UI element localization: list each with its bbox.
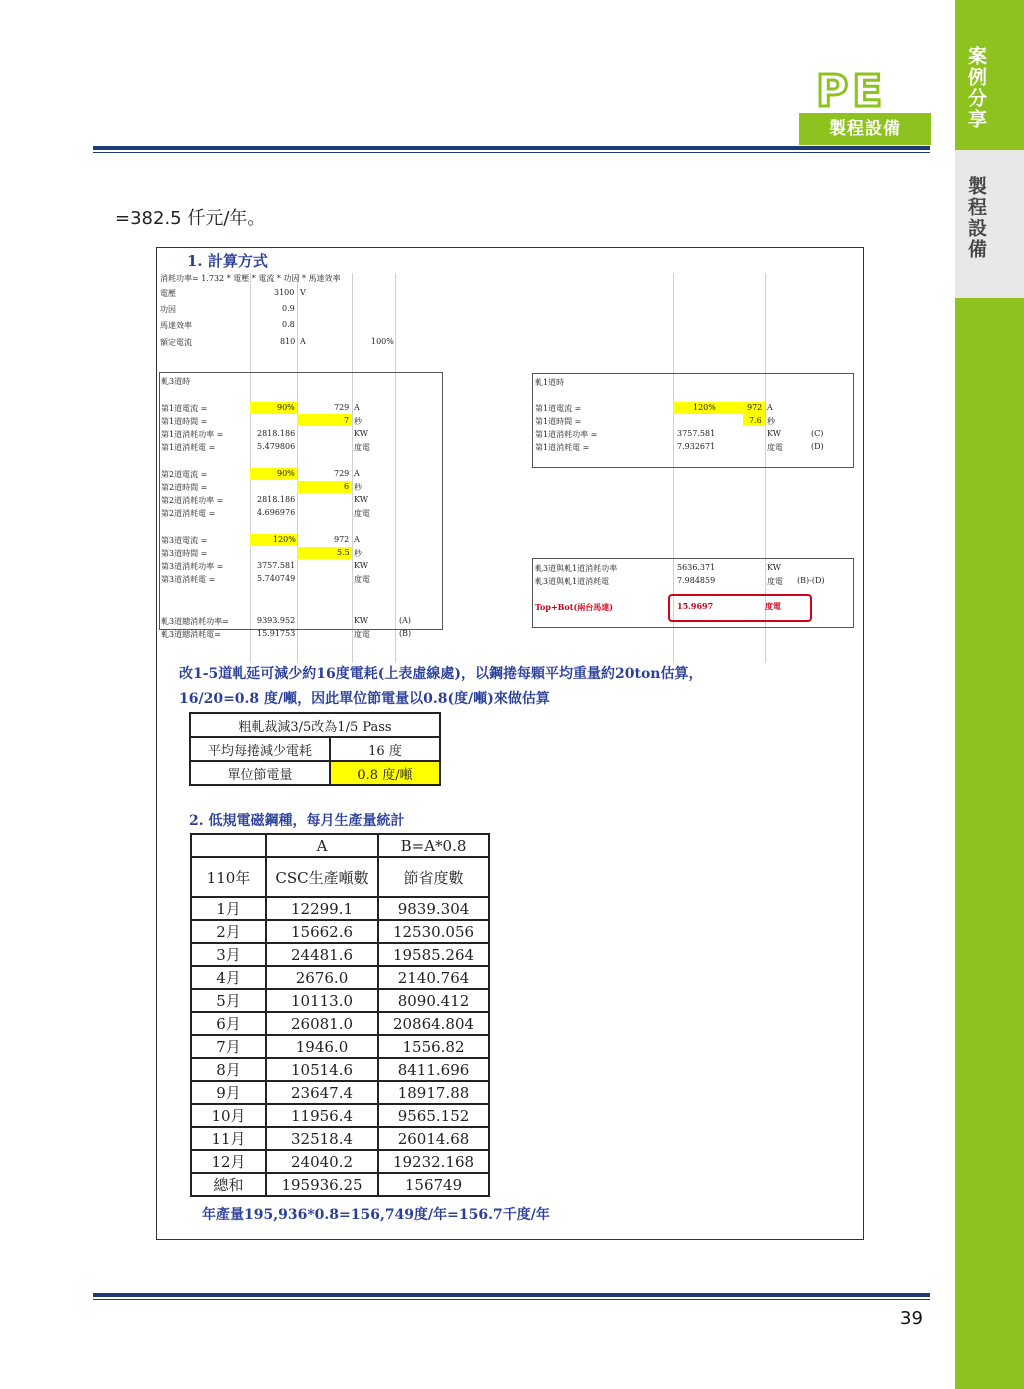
right-row-label: 第1道消耗電 = xyxy=(535,443,590,452)
pe-logo-text: PE xyxy=(816,66,887,112)
param-label: 額定電流 xyxy=(160,338,192,347)
table-row xyxy=(191,1150,489,1173)
left-row-unit: KW xyxy=(354,429,368,438)
table-cell: 8月 xyxy=(191,1058,266,1081)
left-row-label: 第1道消耗電 = xyxy=(161,443,216,452)
header-rule-thick xyxy=(93,146,930,150)
table-row xyxy=(191,989,489,1012)
pe-logo xyxy=(812,66,922,112)
diff-row-label: 軋3道與軋1道消耗電 xyxy=(535,577,610,586)
left-row-unit: 度電 xyxy=(354,443,370,452)
right-row-value: 7.932671 xyxy=(677,442,716,451)
table-cell: B=A*0.8 xyxy=(378,834,489,857)
left-row-unit: KW xyxy=(354,495,368,504)
table-cell: 110年 xyxy=(191,857,266,897)
left-row-value: 90% xyxy=(277,403,295,412)
worksheet-image xyxy=(156,247,864,1240)
left-row-label: 第2道時間 = xyxy=(161,483,208,492)
left-total-tag: (B) xyxy=(399,629,412,638)
table-cell: 24481.6 xyxy=(266,943,378,966)
left-row-value: 5.479806 xyxy=(257,442,296,451)
table-cell: 9月 xyxy=(191,1081,266,1104)
table-row xyxy=(191,1035,489,1058)
left-row-label: 第3道電流 = xyxy=(161,536,208,545)
left-row-unit: A xyxy=(354,403,360,412)
left-row-value: 5.740749 xyxy=(257,574,296,583)
diff-row-value: 5636.371 xyxy=(677,563,716,572)
right-row-label: 第1道消耗功率 = xyxy=(535,430,598,439)
left-row-value: 729 xyxy=(334,469,350,478)
left-row-unit: 度電 xyxy=(354,509,370,518)
left-total-tag: (A) xyxy=(399,616,412,625)
left-row-label: 第1道電流 = xyxy=(161,404,208,413)
table-cell: 23647.4 xyxy=(266,1081,378,1104)
left-total-label: 軋3道總消耗功率= xyxy=(161,617,229,626)
table-cell: 10月 xyxy=(191,1104,266,1127)
table-row xyxy=(191,1173,489,1196)
right-row-label: 第1道時間 = xyxy=(535,417,582,426)
table-cell: 7月 xyxy=(191,1035,266,1058)
left-row-label: 第2道消耗功率 = xyxy=(161,496,224,505)
note-line-2: 16/20=0.8 度/噸，因此單位節電量以0.8(度/噸)來做估算 xyxy=(179,691,550,707)
topbot-value: 15.9697 xyxy=(677,601,714,611)
left-row-label: 第2道電流 = xyxy=(161,470,208,479)
table-row xyxy=(191,1104,489,1127)
param-label: 電壓 xyxy=(160,289,176,298)
left-row-value: 972 xyxy=(334,535,350,544)
table-cell: 單位節電量 xyxy=(190,761,330,785)
table-row xyxy=(191,1081,489,1104)
left-row-value: 4.696976 xyxy=(257,508,296,517)
left-total-label: 軋3道總消耗電= xyxy=(161,630,221,639)
production-table xyxy=(190,833,490,1197)
param-value: 3100 xyxy=(274,288,295,297)
table-row xyxy=(190,737,440,761)
diff-row-value: 7.984859 xyxy=(677,576,716,585)
savings-summary-table xyxy=(189,712,441,786)
diff-row-label: 軋3道與軋1道消耗功率 xyxy=(535,564,618,573)
side-tab-label-equipment: 製程設備 xyxy=(965,176,987,260)
table-cell: 9565.152 xyxy=(378,1104,489,1127)
note-line-1: 改1-5道軋延可減少約16度電耗(上表虛線處)，以鋼捲每顆平均重量約20ton估算， xyxy=(179,666,703,682)
left-row-value: 120% xyxy=(273,535,296,544)
right-row-value: 120% xyxy=(693,403,716,412)
right-row-unit: A xyxy=(767,403,773,412)
diff-row-tag: (B)-(D) xyxy=(797,576,825,585)
left-row-unit: A xyxy=(354,469,360,478)
right-block-title: 軋1道時 xyxy=(535,378,565,387)
left-row-unit: A xyxy=(354,535,360,544)
table-cell: 2月 xyxy=(191,920,266,943)
table-cell: 10514.6 xyxy=(266,1058,378,1081)
table-cell: 8090.412 xyxy=(378,989,489,1012)
left-row-value: 5.5 xyxy=(337,548,350,557)
table-cell: 18917.88 xyxy=(378,1081,489,1104)
table-row xyxy=(191,966,489,989)
table-cell: 1946.0 xyxy=(266,1035,378,1058)
table-cell: 12299.1 xyxy=(266,897,378,920)
table-cell: 24040.2 xyxy=(266,1150,378,1173)
table-cell: 15662.6 xyxy=(266,920,378,943)
table-row xyxy=(191,1058,489,1081)
right-row-value: 972 xyxy=(747,403,763,412)
table-cell xyxy=(191,834,266,857)
table-cell: 32518.4 xyxy=(266,1127,378,1150)
right-row-tag: (C) xyxy=(811,429,824,438)
left-row-value: 729 xyxy=(334,403,350,412)
right-row-unit: KW xyxy=(767,429,781,438)
table-row xyxy=(191,943,489,966)
table-cell: 0.8 度/噸 xyxy=(330,761,440,785)
table-cell: 156749 xyxy=(378,1173,489,1196)
left-row-label: 第2道消耗電 = xyxy=(161,509,216,518)
param-extra: 100% xyxy=(371,337,394,346)
table-cell: 平均每捲減少電耗 xyxy=(190,737,330,761)
left-row-label: 第3道時間 = xyxy=(161,549,208,558)
right-row-unit: 度電 xyxy=(767,443,783,452)
footer-note: 年產量195,936*0.8=156,749度/年=156.7千度/年 xyxy=(202,1207,550,1223)
table-cell: A xyxy=(266,834,378,857)
left-row-unit: 秒 xyxy=(354,549,362,558)
table-cell: 2676.0 xyxy=(266,966,378,989)
left-row-unit: 秒 xyxy=(354,417,362,426)
left-row-value: 2818.186 xyxy=(257,429,296,438)
left-row-unit: KW xyxy=(354,561,368,570)
table-cell: 195936.25 xyxy=(266,1173,378,1196)
param-label: 馬達效率 xyxy=(160,321,192,330)
section2-title: 2. 低規電磁鋼種，每月生產量統計 xyxy=(189,813,405,829)
param-value: 0.9 xyxy=(282,304,295,313)
table-cell: 16 度 xyxy=(330,737,440,761)
left-total-unit: 度電 xyxy=(354,630,370,639)
table-row xyxy=(190,761,440,785)
table-row xyxy=(191,1127,489,1150)
topbot-unit: 度電 xyxy=(765,601,781,611)
left-total-value: 15.91753 xyxy=(257,629,296,638)
left-row-value: 6 xyxy=(344,482,350,491)
table-cell: CSC生產噸數 xyxy=(266,857,378,897)
table-row xyxy=(191,834,489,857)
left-row-value: 90% xyxy=(277,469,295,478)
table-cell: 3月 xyxy=(191,943,266,966)
side-tab-label-case: 案例分享 xyxy=(965,46,987,130)
table-cell: 節省度數 xyxy=(378,857,489,897)
left-row-unit: 秒 xyxy=(354,483,362,492)
footer-rule-thick xyxy=(93,1293,930,1297)
left-row-value: 7 xyxy=(344,416,350,425)
table-row xyxy=(191,857,489,897)
table-cell: 26014.68 xyxy=(378,1127,489,1150)
table-row xyxy=(191,1012,489,1035)
param-unit: A xyxy=(300,337,306,346)
right-row-unit: 秒 xyxy=(767,417,775,426)
table-cell: 6月 xyxy=(191,1012,266,1035)
table-cell: 4月 xyxy=(191,966,266,989)
table-cell: 8411.696 xyxy=(378,1058,489,1081)
table-cell: 26081.0 xyxy=(266,1012,378,1035)
right-row-label: 第1道電流 = xyxy=(535,404,582,413)
table-cell: 19232.168 xyxy=(378,1150,489,1173)
right-row-value: 7.6 xyxy=(749,416,762,425)
section1-title: 1. 計算方式 xyxy=(187,252,268,270)
table-cell: 5月 xyxy=(191,989,266,1012)
table-cell: 19585.264 xyxy=(378,943,489,966)
param-value: 0.8 xyxy=(282,320,295,329)
table-cell: 總和 xyxy=(191,1173,266,1196)
diff-row-unit: 度電 xyxy=(767,577,783,586)
diff-row-unit: KW xyxy=(767,563,781,572)
right-row-tag: (D) xyxy=(811,442,824,451)
left-row-label: 第1道時間 = xyxy=(161,417,208,426)
header-rule-thin xyxy=(93,152,930,153)
table-cell: 9839.304 xyxy=(378,897,489,920)
topbot-label: Top+Bot(兩台馬達) xyxy=(535,602,614,612)
table-cell: 1月 xyxy=(191,897,266,920)
intro-text: =382.5 仟元/年。 xyxy=(115,208,266,229)
table-cell: 2140.764 xyxy=(378,966,489,989)
left-row-unit: 度電 xyxy=(354,575,370,584)
param-unit: V xyxy=(300,288,306,297)
formula-text: 消耗功率= 1.732 * 電壓 * 電流 * 功因 * 馬達效率 xyxy=(160,274,341,283)
table-row xyxy=(190,713,440,737)
left-row-label: 第3道消耗功率 = xyxy=(161,562,224,571)
left-row-label: 第1道消耗功率 = xyxy=(161,430,224,439)
table-row xyxy=(191,920,489,943)
param-label: 功因 xyxy=(160,305,176,314)
table-cell: 12月 xyxy=(191,1150,266,1173)
table-cell: 粗軋裁減3/5改為1/5 Pass xyxy=(190,713,440,737)
table-cell: 10113.0 xyxy=(266,989,378,1012)
header-section-label: 製程設備 xyxy=(799,113,931,145)
table-cell: 12530.056 xyxy=(378,920,489,943)
left-row-value: 3757.581 xyxy=(257,561,296,570)
left-block-title: 軋3道時 xyxy=(161,377,191,386)
right-row-value: 3757.581 xyxy=(677,429,716,438)
left-total-value: 9393.952 xyxy=(257,616,296,625)
param-value: 810 xyxy=(280,337,296,346)
page-number: 39 xyxy=(900,1308,923,1329)
table-cell: 20864.804 xyxy=(378,1012,489,1035)
table-cell: 1556.82 xyxy=(378,1035,489,1058)
left-total-unit: KW xyxy=(354,616,368,625)
left-row-value: 2818.186 xyxy=(257,495,296,504)
footer-rule-thin xyxy=(93,1299,930,1300)
table-cell: 11956.4 xyxy=(266,1104,378,1127)
table-cell: 11月 xyxy=(191,1127,266,1150)
left-row-label: 第3道消耗電 = xyxy=(161,575,216,584)
table-row xyxy=(191,897,489,920)
